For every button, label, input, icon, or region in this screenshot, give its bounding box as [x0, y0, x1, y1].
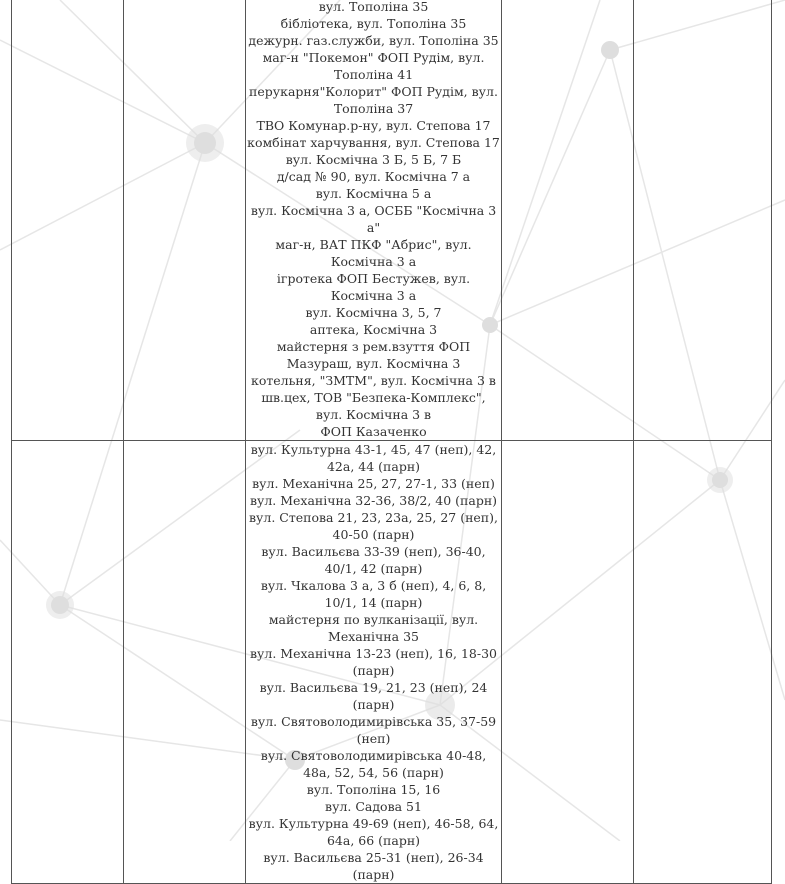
- empty-cell: [634, 0, 772, 441]
- address-entry: вул. Космічна 5 а: [315, 186, 432, 201]
- address-entry: вул. Культурна 43-1, 45, 47 (неп), 42, 42а, 44 (парн): [250, 442, 497, 474]
- empty-cell: [124, 0, 246, 441]
- address-entry: вул. Механічна 25, 27, 27-1, 33 (неп): [252, 476, 495, 491]
- address-entry: вул. Космічна 3 Б, 5 Б, 7 Б: [285, 152, 462, 167]
- address-entry: комбінат харчування, вул. Степова 17: [247, 135, 500, 150]
- address-entry: шв.цех, ТОВ "Безпека-Комплекс", вул. Космічна 3 в: [261, 390, 486, 422]
- table-row: [12, 441, 772, 884]
- address-entry: вул. Васильєва 25-31 (неп), 26-34 (парн): [263, 850, 484, 882]
- empty-cell: [12, 0, 124, 441]
- table-row: [12, 0, 772, 441]
- empty-cell: [502, 441, 634, 884]
- table-body: [12, 0, 772, 884]
- address-entry: котельня, "ЗМТМ", вул. Космічна 3 в: [251, 373, 496, 388]
- address-entry: перукарня"Колорит" ФОП Рудім, вул. Тополіна 37: [249, 84, 498, 116]
- address-entry: вул. Культурна 49-69 (неп), 46-58, 64, 64а, 66 (парн): [248, 816, 499, 848]
- empty-cell: [502, 0, 634, 441]
- address-entry: вул. Чкалова 3 а, 3 б (неп), 4, 6, 8, 10/1, 14 (парн): [260, 578, 487, 610]
- address-entry: вул. Механічна 13-23 (неп), 16, 18-30 (парн): [250, 646, 497, 678]
- address-list-cell: [246, 0, 502, 441]
- address-list-cell: [246, 441, 502, 884]
- address-entry: вул. Степова 21, 23, 23а, 25, 27 (неп), 40-50 (парн): [248, 510, 498, 542]
- address-entry: вул. Святоволодимирівська 40-48, 48а, 52, 54, 56 (парн): [260, 748, 487, 780]
- address-entry: вул. Космічна 3, 5, 7: [305, 305, 442, 320]
- address-entry: маг-н, ВАТ ПКФ "Абрис", вул. Космічна 3 а: [275, 237, 472, 269]
- empty-cell: [634, 441, 772, 884]
- address-entry: ФОП Казаченко: [320, 424, 427, 439]
- address-entry: ігротека ФОП Бестужев, вул. Космічна 3 а: [276, 271, 471, 303]
- address-entry: вул. Садова 51: [325, 799, 422, 814]
- outage-table: [11, 0, 772, 884]
- empty-cell: [12, 441, 124, 884]
- empty-cell: [124, 441, 246, 884]
- address-entry: аптека, Космічна 3: [309, 322, 438, 337]
- address-entry: вул. Тополіна 35: [318, 0, 429, 14]
- address-entry: вул. Тополіна 15, 16: [306, 782, 441, 797]
- address-entry: вул. Святоволодимирівська 35, 37-59 (неп): [250, 714, 497, 746]
- address-entry: д/сад № 90, вул. Космічна 7 а: [276, 169, 471, 184]
- address-entry: ТВО Комунар.р-ну, вул. Степова 17: [256, 118, 491, 133]
- address-entry: вул. Васильєва 19, 21, 23 (неп), 24 (парн): [259, 680, 488, 712]
- address-entry: вул. Васильєва 33-39 (неп), 36-40, 40/1, 42 (парн): [261, 544, 486, 576]
- address-entry: вул. Механічна 32-36, 38/2, 40 (парн): [249, 493, 498, 508]
- address-entry: бібліотека, вул. Тополіна 35: [280, 16, 467, 31]
- address-entry: майстерня по вулканізації, вул. Механічна 35: [268, 612, 479, 644]
- address-entry: маг-н "Покемон" ФОП Рудім, вул. Тополіна 41: [262, 50, 485, 82]
- address-entry: дежурн. газ.служби, вул. Тополіна 35: [248, 33, 499, 48]
- address-entry: вул. Космічна 3 а, ОСББ "Космічна 3 а": [250, 203, 497, 235]
- address-entry: майстерня з рем.взуття ФОП Мазураш, вул. Космічна 3: [276, 339, 471, 371]
